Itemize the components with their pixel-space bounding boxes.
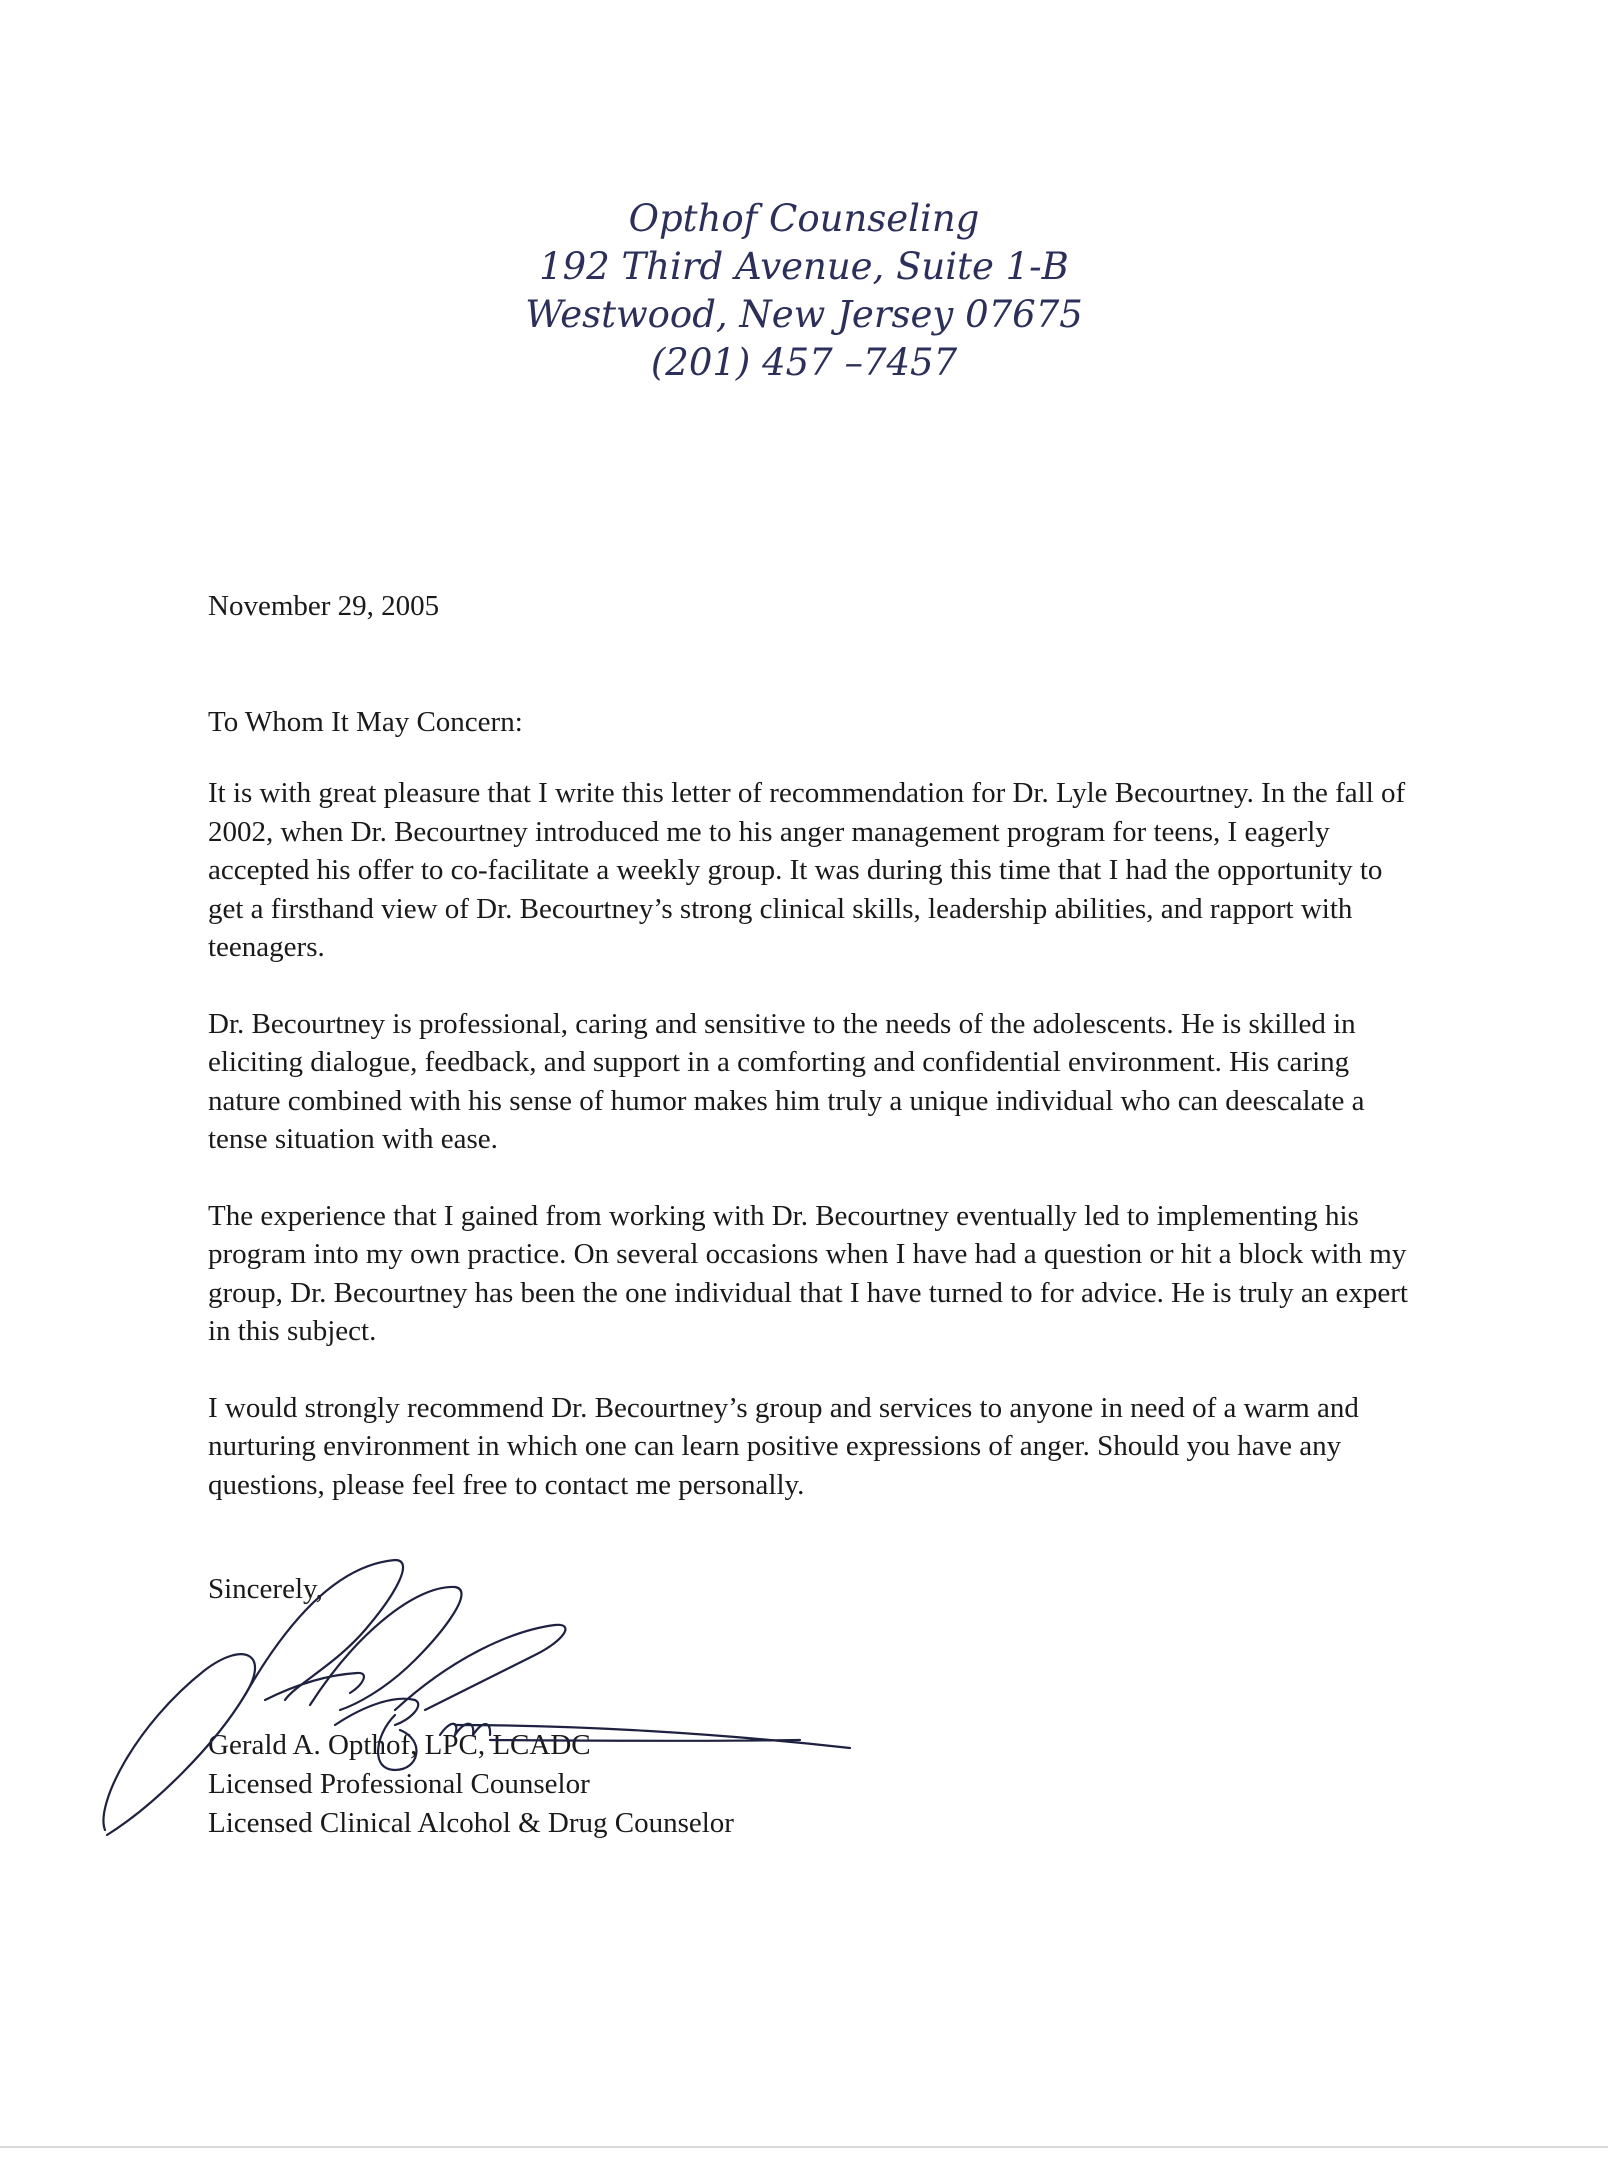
letterhead — [0, 195, 1608, 387]
salutation: To Whom It May Concern: — [208, 706, 523, 738]
handwritten-signature — [95, 1535, 855, 1845]
paragraph-4: I would strongly recommend Dr. Becourtney’s group and services to anyone in need of a warm and nurturing environment in which one can learn positive expressions of anger. Should you have any questions, please feel free to contact me personally. — [208, 1391, 1359, 1501]
phone-number: (201) 457 –7457 — [650, 341, 958, 384]
city-state-zip: Westwood, New Jersey 07675 — [525, 293, 1083, 336]
letter-body — [208, 774, 1408, 1542]
signer-title-1: Licensed Professional Counselor — [208, 1768, 590, 1800]
signer-name: Gerald A. Opthof, LPC, LCADC — [208, 1729, 591, 1761]
closing: Sincerely, — [208, 1573, 323, 1605]
letter-date: November 29, 2005 — [208, 590, 440, 622]
paragraph-3: The experience that I gained from working with Dr. Becourtney eventually led to implementing his program into my own practice. On several occasions when I have had a question or hit a block with my group, Dr. Becourtney has been the one individual that I have turned to for advice. He is truly an expert in this subject. — [208, 1199, 1408, 1347]
street-address: 192 Third Avenue, Suite 1-B — [539, 245, 1069, 288]
paragraph-2: Dr. Becourtney is professional, caring and sensitive to the needs of the adolescents. He is skilled in eliciting dialogue, feedback, and support in a comforting and confidential environment. His caring nature combined with his sense of humor makes him truly a unique individual who can deescalate a tense situation with ease. — [208, 1007, 1365, 1155]
paragraph-1: It is with great pleasure that I write this letter of recommendation for Dr. Lyle Becourtney. In the fall of 2002, when Dr. Becourtney introduced me to his anger management program for teens, I eagerly accepted his offer to co-facilitate a weekly group. It was during this time that I had the opportunity to get a firsthand view of Dr. Becourtney’s strong clinical skills, leadership abilities, and rapport with teenagers. — [208, 777, 1406, 963]
page-edge-line — [0, 2146, 1608, 2148]
signer-title-2: Licensed Clinical Alcohol & Drug Counselor — [208, 1807, 734, 1839]
practice-name: Opthof Counseling — [628, 197, 980, 240]
